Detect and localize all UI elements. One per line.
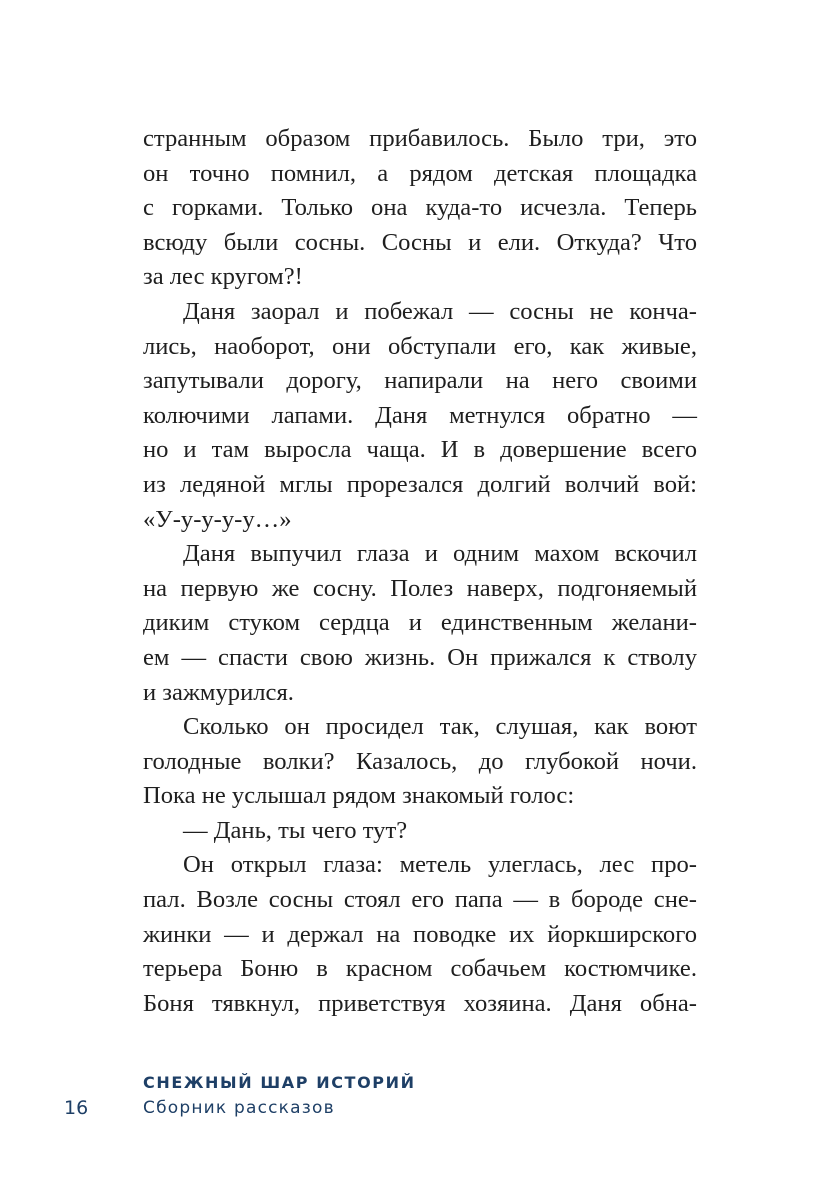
body-text <box>143 122 697 1021</box>
text-line: странным образом прибавилось. Было три, это <box>143 125 697 152</box>
text-line: и зажмурился. <box>143 678 294 706</box>
text-line: Пока не услышал рядом знакомый голос: <box>143 782 575 810</box>
text-line: за лес кругом?! <box>143 263 303 291</box>
text-line: терьера Боню в красном собачьем костюмчике. <box>143 955 697 983</box>
text-line: диким стуком сердца и единственным желани- <box>143 609 697 637</box>
text-line: он точно помнил, а рядом детская площадка <box>143 159 697 187</box>
text-line: пал. Возле сосны стоял его папа — в бороде сне- <box>143 886 697 914</box>
book-subtitle: Сборник рассказов <box>143 1098 335 1118</box>
book-title: СНЕЖНЫЙ ШАР ИСТОРИЙ <box>143 1073 416 1092</box>
text-line: колючими лапами. Даня метнулся обратно — <box>143 401 697 429</box>
text-line: Боня тявкнул, приветствуя хозяина. Даня обна- <box>143 989 697 1017</box>
text-line: с горками. Только она куда-то исчезла. Теперь <box>143 194 697 222</box>
dialogue-line: — Дань, ты чего тут? <box>183 816 408 844</box>
text-line: «У-у-у-у-у…» <box>143 505 292 533</box>
text-line: Даня заорал и побежал — сосны не конча- <box>183 297 697 325</box>
text-line: на первую же сосну. Полез наверх, подгоняемый <box>143 574 697 602</box>
text-line: жинки — и держал на поводке их йоркширского <box>143 920 697 948</box>
text-line: Сколько он просидел так, слушая, как воют <box>183 713 697 741</box>
text-line: ем — спасти свою жизнь. Он прижался к стволу <box>143 643 697 671</box>
text-line: голодные волки? Казалось, до глубокой ночи. <box>143 747 697 775</box>
text-line: всюду были сосны. Сосны и ели. Откуда? Что <box>143 228 697 256</box>
text-line: лись, наоборот, они обступали его, как живые, <box>143 332 697 360</box>
text-line: запутывали дорогу, напирали на него своими <box>143 367 697 395</box>
text-line: из ледяной мглы прорезался долгий волчий вой: <box>143 470 697 498</box>
text-line: Даня выпучил глаза и одним махом вскочил <box>183 540 697 568</box>
text-line: Он открыл глаза: метель улеглась, лес про- <box>183 851 697 879</box>
page-number: 16 <box>64 1097 89 1119</box>
text-line: но и там выросла чаща. И в довершение всего <box>143 436 697 464</box>
